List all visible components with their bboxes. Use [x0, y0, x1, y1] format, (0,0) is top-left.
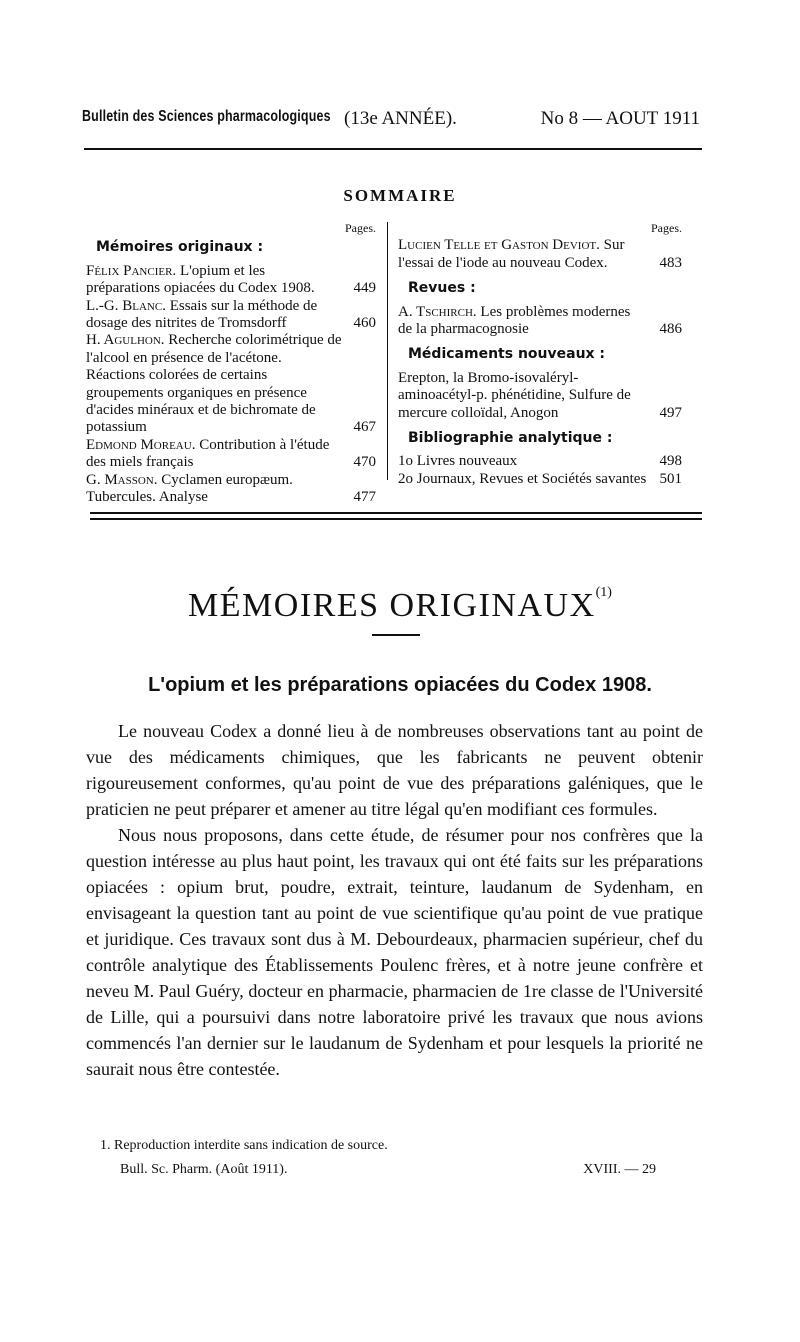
- toc-author: Félix Pancier.: [86, 262, 177, 279]
- toc-author: A. Tschirch.: [398, 303, 477, 320]
- footnote: 1. Reproduction interdite sans indication de source.: [100, 1138, 388, 1153]
- toc-text: Erepton, la Bromo-isovaléryl-aminoacétyl-p. phénétidine, Sulfure de mercure colloïdal, Anogon: [398, 369, 631, 421]
- toc-entry: [86, 472, 376, 507]
- column-divider: [387, 222, 388, 480]
- section-medicaments: Médicaments nouveaux :: [408, 346, 606, 363]
- section-memoires: Mémoires originaux :: [96, 239, 264, 256]
- article-subtitle: L'opium et les préparations opiacées du Codex 1908.: [148, 674, 652, 696]
- toc-entry: [398, 471, 682, 488]
- section-revues: Revues :: [408, 280, 476, 297]
- heading-underline: [372, 634, 420, 636]
- toc-author: G. Masson.: [86, 471, 158, 488]
- volume-year: (13e ANNÉE).: [344, 108, 457, 129]
- toc-author: L.-G. Blanc.: [86, 297, 166, 314]
- toc-entry: [398, 453, 682, 470]
- toc-entry: [398, 370, 682, 422]
- toc-text: 2o Journaux, Revues et Sociétés savantes: [398, 470, 647, 487]
- toc-page: 477: [353, 489, 376, 506]
- paragraph: Le nouveau Codex a donné lieu à de nombreuses observations tant au point de vue des médicaments chimiques, que les fabricants ne peuvent obtenir rigoureusement conformes, qu'au point de vue des préparations galéniques, que le praticien ne peut préparer et amener au titre légal qu'en modifiant ces formules.: [86, 721, 703, 819]
- journal-title: Bulletin des Sciences pharmacologiques: [82, 108, 331, 125]
- pages-label: Pages.: [345, 221, 376, 235]
- paragraph: Nous nous proposons, dans cette étude, de résumer pour nos confrères que la question intéresse au plus haut point, les travaux qui ont été faits sur les préparations opiacées : opium brut, poudre, extrait, teinture, laudanum de Sydenham, en envisageant la question tant au point de vue scientifique qu'au point de vue pratique et juridique. Ces travaux sont dus à M. Debourdeaux, pharmacien supérieur, chef du contrôle analytique des Établissements Poulenc frères, et à notre jeune confrère et neveu M. Paul Guéry, docteur en pharmacie, pharmacien de 1re classe de l'Université de Lille, qui a poursuivi dans notre laboratoire privé les travaux que nous avions commencés l'an dernier sur le laudanum de Sydenham et pour lesquels la priorité ne saurait nous être contestée.: [86, 825, 703, 1079]
- sommaire-title: SOMMAIRE: [343, 186, 457, 205]
- section-rule-top: [90, 512, 702, 514]
- article-heading: [0, 585, 800, 625]
- heading-footnote-ref: (1): [595, 585, 612, 600]
- toc-text: Essais sur la méthode de dosage des nitrites de Tromsdorff: [86, 297, 318, 332]
- toc-author: H. Agulhon.: [86, 332, 165, 349]
- pages-label: Pages.: [651, 221, 682, 235]
- toc-page: 498: [659, 453, 682, 470]
- toc-entry: [398, 237, 682, 272]
- section-rule-bottom: [90, 518, 702, 520]
- toc-page: 497: [659, 404, 682, 421]
- toc-text: 1o Livres nouveaux: [398, 453, 518, 470]
- heading-text: MÉMOIRES ORIGINAUX: [188, 587, 596, 624]
- page-footer: [120, 1162, 656, 1178]
- toc-text: Sur l'essai de l'iode au nouveau Codex.: [398, 237, 625, 271]
- sommaire-right-column: [398, 220, 682, 488]
- toc-entry: [86, 263, 376, 298]
- footer-citation: Bull. Sc. Pharm. (Août 1911).: [120, 1162, 288, 1177]
- toc-entry: [86, 332, 376, 436]
- toc-page: 467: [353, 419, 376, 436]
- toc-text: Contribution à l'étude des miels français: [86, 436, 330, 471]
- header-rule: [84, 148, 702, 150]
- toc-text: Cyclamen europæum. Tubercules. Analyse: [86, 471, 293, 506]
- toc-page: 501: [659, 470, 682, 487]
- sommaire-left-column: [86, 220, 376, 507]
- footer-page-number: XVIII. — 29: [583, 1162, 656, 1177]
- toc-entry: [86, 298, 376, 333]
- toc-text: L'opium et les préparations opiacées du Codex 1908.: [86, 262, 315, 297]
- issue-number: No 8 — AOUT 1911: [540, 108, 700, 129]
- article-body: [86, 718, 703, 1082]
- toc-text: Les problèmes modernes de la pharmacognosie: [398, 303, 631, 338]
- section-bibliographie: Bibliographie analytique :: [408, 430, 613, 447]
- toc-page: 449: [353, 280, 376, 297]
- toc-page: 486: [659, 321, 682, 338]
- toc-entry: [398, 304, 682, 339]
- toc-entry: [86, 437, 376, 472]
- toc-page: 483: [659, 254, 682, 271]
- toc-author: Edmond Moreau.: [86, 436, 196, 453]
- running-header: [82, 108, 700, 134]
- toc-author: Lucien Telle et Gaston Deviot.: [398, 237, 600, 254]
- toc-page: 470: [353, 454, 376, 471]
- toc-page: 460: [353, 315, 376, 332]
- toc-text: Recherche colorimétrique de l'alcool en présence de l'acétone. Réactions colorées de certains groupements organiques en présence d'acides minéraux et de bichromate de potassium: [86, 332, 342, 436]
